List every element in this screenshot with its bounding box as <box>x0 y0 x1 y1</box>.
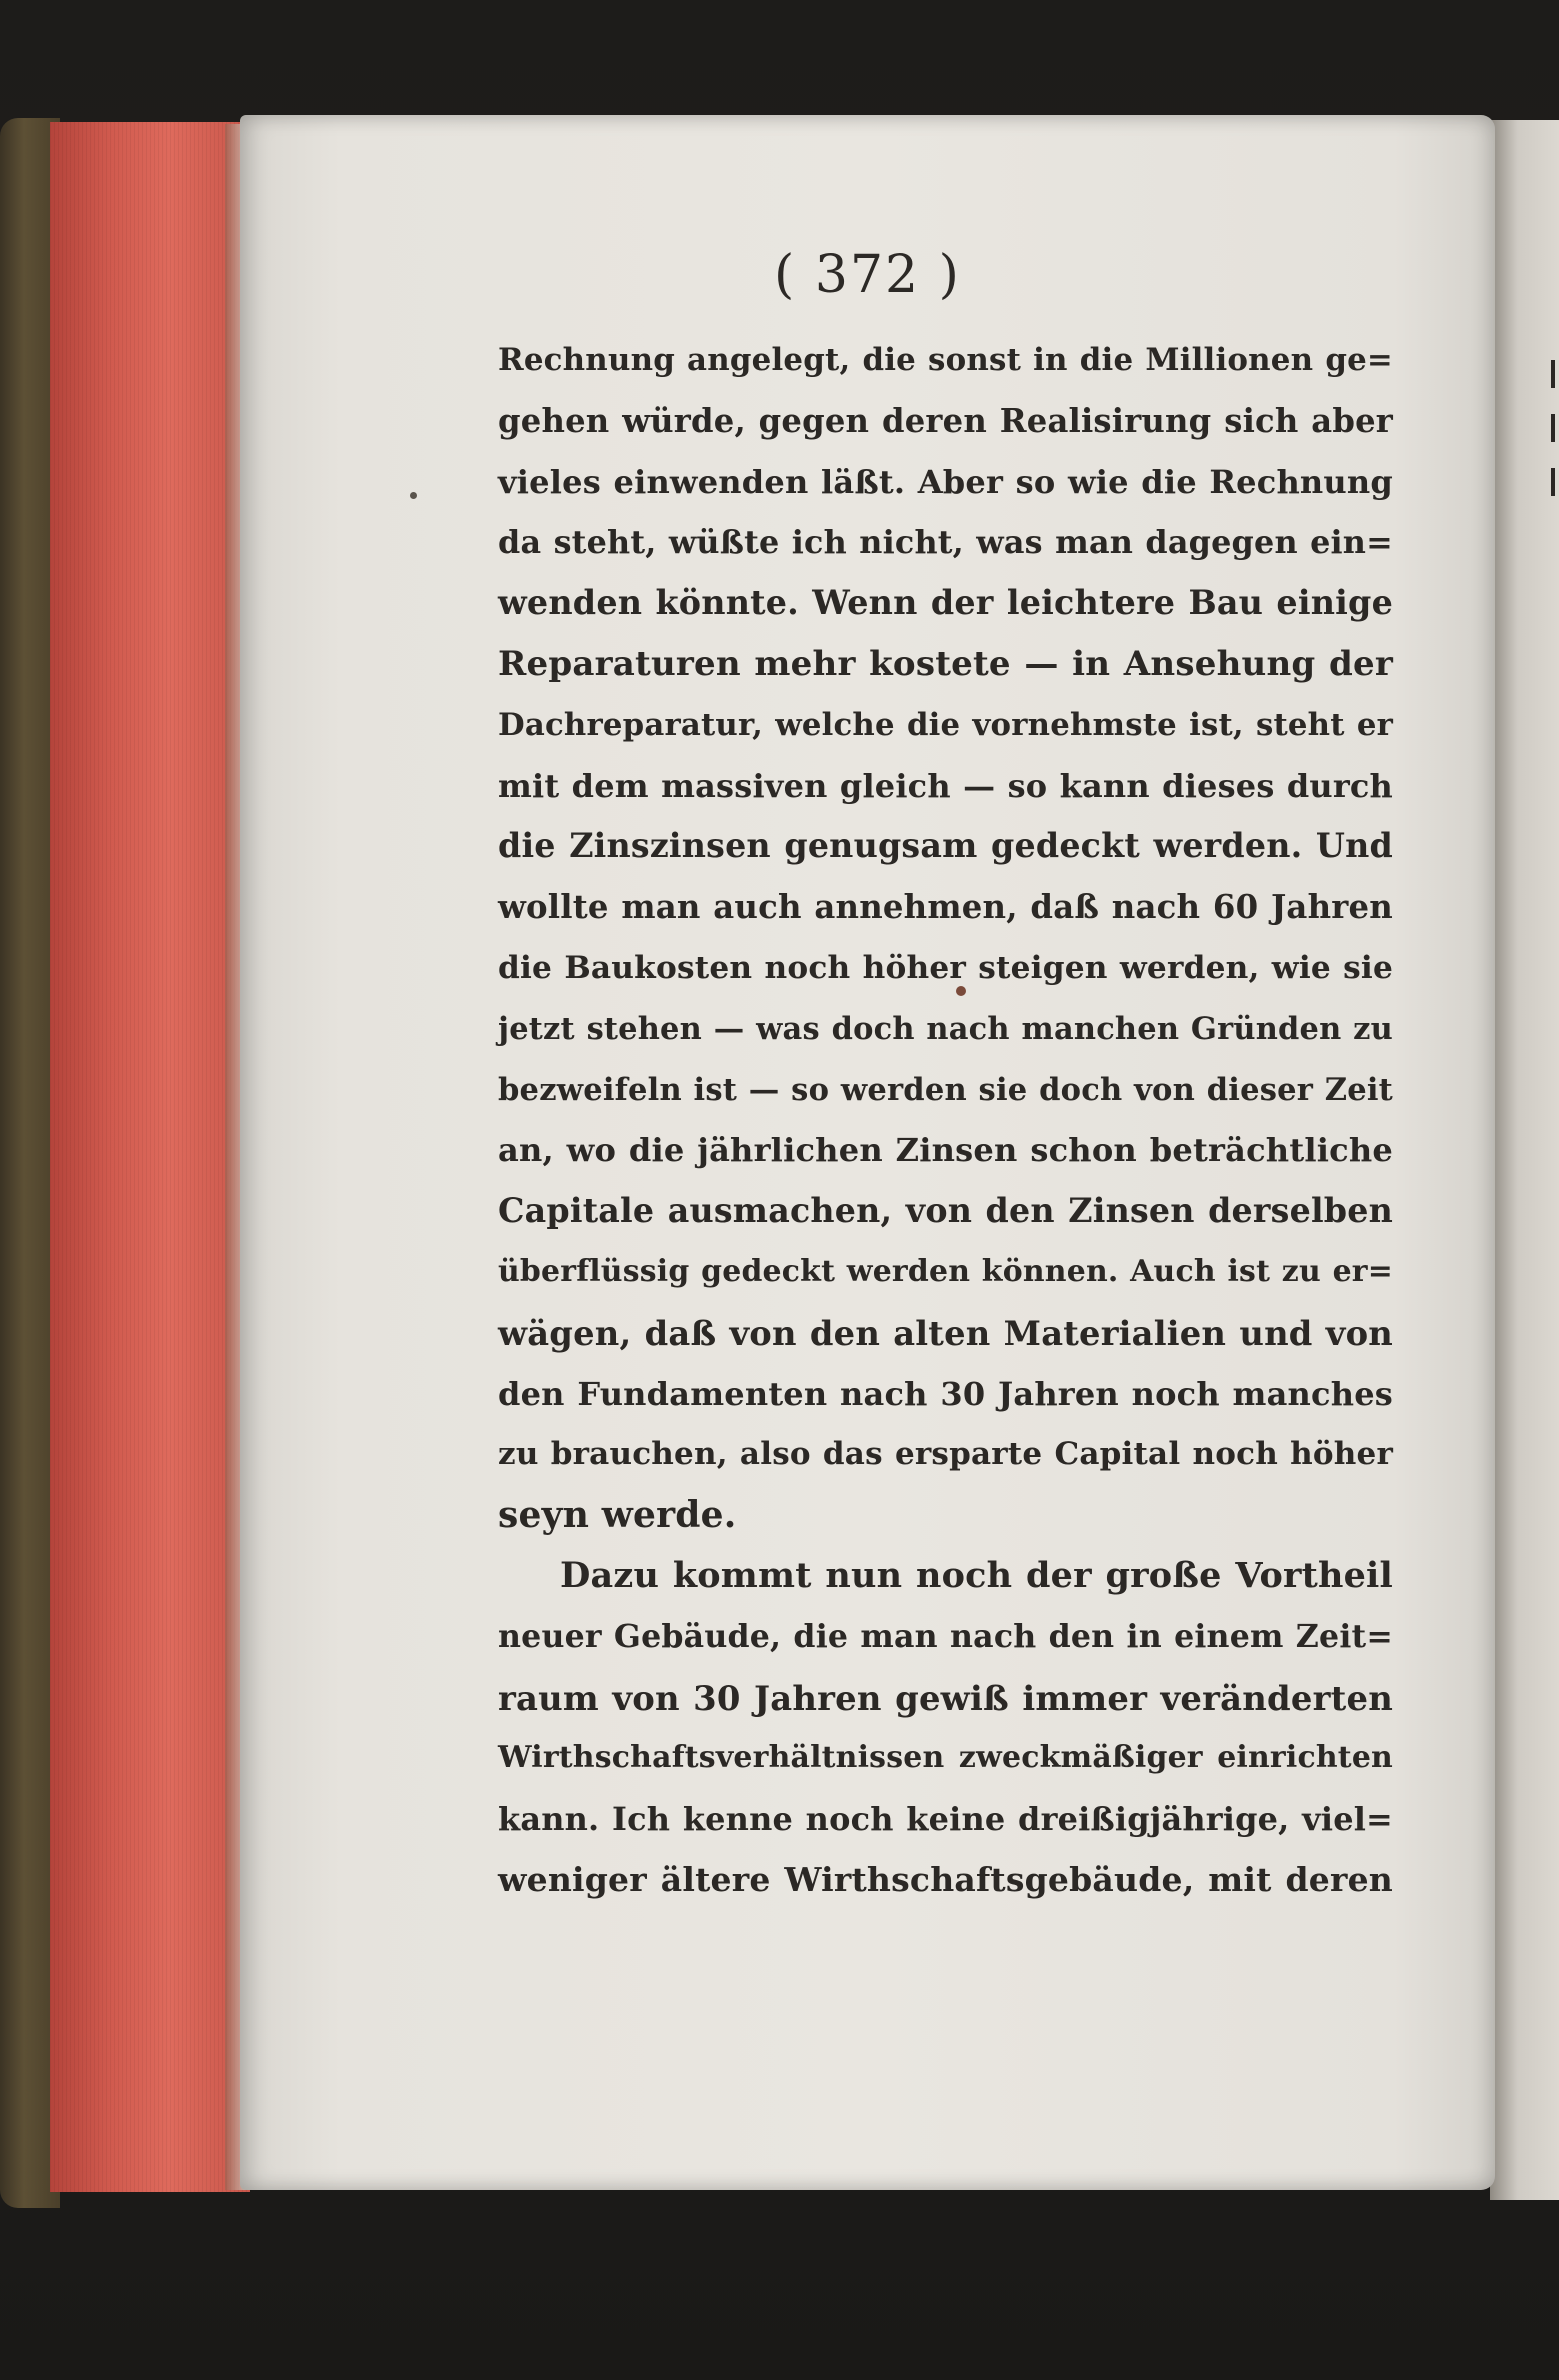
text-line: bezweifeln ist — so werden sie doch von dieser Zeit <box>498 1071 1393 1108</box>
ink-speck <box>410 492 417 499</box>
text-line: die Zinszinsen genugsam gedeckt werden. Und <box>498 826 1393 866</box>
text-line: mit dem massiven gleich — so kann dieses durch <box>498 766 1393 805</box>
text-line: die Baukosten noch höher steigen werden, wie sie <box>498 949 1393 986</box>
text-line: Capitale ausmachen, von den Zinsen derselben <box>498 1191 1393 1231</box>
text-line: überflüssig gedeckt werden können. Auch ist zu er= <box>498 1253 1393 1289</box>
text-line: Rechnung angelegt, die sonst in die Millionen ge= <box>498 342 1393 378</box>
text-line: weniger ältere Wirthschaftsgebäude, mit deren <box>498 1859 1393 1899</box>
text-line: wägen, daß von den alten Materialien und von <box>498 1312 1393 1353</box>
text-line: neuer Gebäude, die man nach den in einem Zeit= <box>498 1617 1393 1655</box>
text-line: Reparaturen mehr kostete — in Ansehung der <box>498 643 1393 684</box>
facing-page-ink-marks <box>1548 360 1559 520</box>
text-line: an, wo die jährlichen Zinsen schon beträchtliche <box>498 1131 1393 1170</box>
text-line: den Fundamenten nach 30 Jahren noch manches <box>498 1374 1393 1413</box>
text-line: kann. Ich kenne noch keine dreißigjährige, viel= <box>498 1800 1393 1839</box>
red-page-edges <box>50 122 250 2192</box>
page-body-text <box>498 330 1393 1911</box>
text-line: vieles einwenden läßt. Aber so wie die Rechnung <box>498 462 1393 501</box>
ink-mark <box>1551 468 1555 496</box>
text-line: wenden könnte. Wenn der leichtere Bau einige <box>498 583 1393 623</box>
text-line: raum von 30 Jahren gewiß immer veränderten <box>498 1677 1393 1718</box>
paragraph-first-line: Dazu kommt nun noch der große Vortheil <box>560 1554 1393 1596</box>
text-line: wollte man auch annehmen, daß nach 60 Jahren <box>498 888 1393 927</box>
text-line: zu brauchen, also das ersparte Capital noch höher <box>498 1436 1393 1473</box>
text-line: Wirthschaftsverhältnissen zweckmäßiger einrichten <box>498 1740 1393 1776</box>
ink-mark <box>1551 414 1555 442</box>
ink-mark <box>1551 360 1555 388</box>
text-line: jetzt stehen — was doch nach manchen Gründen zu <box>498 1010 1393 1047</box>
text-line: gehen würde, gegen deren Realisirung sich aber <box>498 401 1393 440</box>
page-number-header: ( 372 ) <box>774 245 961 305</box>
text-line: seyn werde. <box>498 1494 737 1537</box>
text-line: Dachreparatur, welche die vornehmste ist, steht er <box>498 706 1393 743</box>
text-line: da steht, wüßte ich nicht, was man dagegen ein= <box>498 523 1393 562</box>
